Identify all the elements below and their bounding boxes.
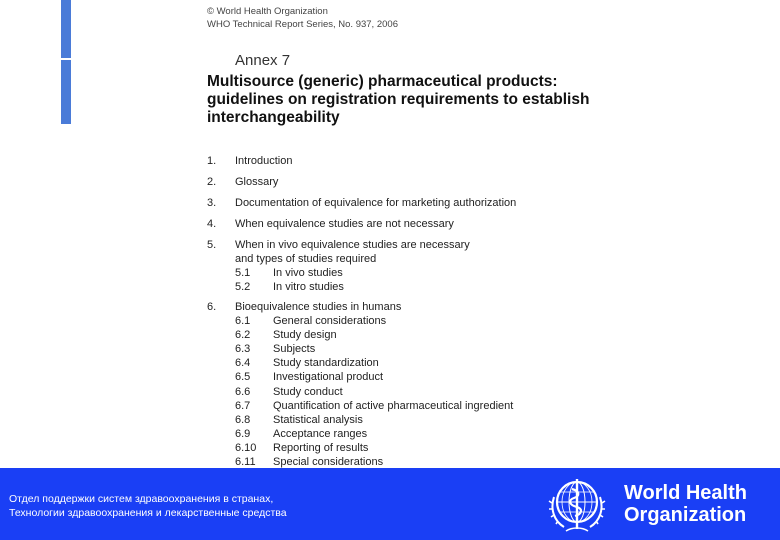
toc-number: 5. xyxy=(207,239,217,251)
toc-subtext: Study standardization xyxy=(273,357,379,370)
toc-number: 2. xyxy=(207,176,217,188)
toc-subnumber: 6.5 xyxy=(235,371,251,384)
toc-text: Bioequivalence studies in humans xyxy=(235,301,402,313)
toc-subtext: Statistical analysis xyxy=(273,413,363,426)
toc-subtext: Study conduct xyxy=(273,385,343,398)
copyright-line: © World Health Organization xyxy=(207,6,328,17)
toc-subnumber: 6.4 xyxy=(235,357,251,370)
toc-subtext: Quantification of active pharmaceutical ingredient xyxy=(273,399,514,412)
toc-text: When equivalence studies are not necessary xyxy=(235,218,454,230)
title-line: interchangeability xyxy=(207,109,340,126)
toc-subtext: General considerations xyxy=(273,315,387,327)
toc-number: 1. xyxy=(207,155,217,167)
annex-label: Annex 7 xyxy=(235,52,291,69)
toc-subnumber: 6.2 xyxy=(235,329,251,342)
toc-subtext: In vivo studies xyxy=(273,267,343,279)
document-title xyxy=(207,73,647,127)
who-wordmark xyxy=(624,482,747,526)
copyright-notice xyxy=(207,5,398,31)
toc-text: Glossary xyxy=(235,176,279,188)
who-emblem-icon xyxy=(546,473,608,535)
toc-subtext: Special considerations xyxy=(273,456,384,468)
series-line: WHO Technical Report Series, No. 937, 2006 xyxy=(207,19,398,30)
department-name xyxy=(9,492,287,520)
toc-subtext: Investigational product xyxy=(273,371,384,384)
who-wordmark-line: Organization xyxy=(624,504,747,526)
toc-number: 3. xyxy=(207,197,217,209)
toc-subnumber: 6.9 xyxy=(235,427,251,440)
toc-text: When in vivo equivalence studies are necessary xyxy=(235,239,470,251)
department-line: Технологии здравоохранения и лекарственные средства xyxy=(9,507,287,519)
toc-subnumber: 6.10 xyxy=(235,441,257,454)
toc-subtext: Subjects xyxy=(273,343,316,356)
toc-subnumber: 6.11 xyxy=(235,456,256,468)
accent-bar-top xyxy=(61,0,71,58)
toc-subnumber: 6.8 xyxy=(235,413,251,426)
who-wordmark-line: World Health xyxy=(624,482,747,504)
toc-number: 4. xyxy=(207,218,217,230)
who-logo xyxy=(546,473,776,535)
footer-bar xyxy=(0,468,780,540)
toc-subnumber: 6.6 xyxy=(235,385,251,398)
toc-subnumber: 6.3 xyxy=(235,343,251,356)
toc-subnumber: 6.1 xyxy=(235,315,251,327)
toc-text: and types of studies required xyxy=(235,253,377,265)
title-line: guidelines on registration requirements to establish xyxy=(207,91,590,108)
toc-subtext: Study design xyxy=(273,329,337,342)
toc-subnumber: 6.7 xyxy=(235,399,251,412)
toc-number: 6. xyxy=(207,301,217,313)
title-line: Multisource (generic) pharmaceutical products: xyxy=(207,73,558,90)
toc-subtext: Reporting of results xyxy=(273,441,369,454)
accent-bar-bottom xyxy=(61,60,71,124)
toc-subnumber: 5.2 xyxy=(235,281,251,293)
toc-subnumber: 5.1 xyxy=(235,267,251,279)
department-line: Отдел поддержки систем здравоохранения в странах, xyxy=(9,493,274,505)
toc-subtext: In vitro studies xyxy=(273,281,344,293)
toc-text: Introduction xyxy=(235,155,293,167)
toc-subtext: Acceptance ranges xyxy=(273,427,368,440)
toc-text: Documentation of equivalence for marketing authorization xyxy=(235,197,517,209)
